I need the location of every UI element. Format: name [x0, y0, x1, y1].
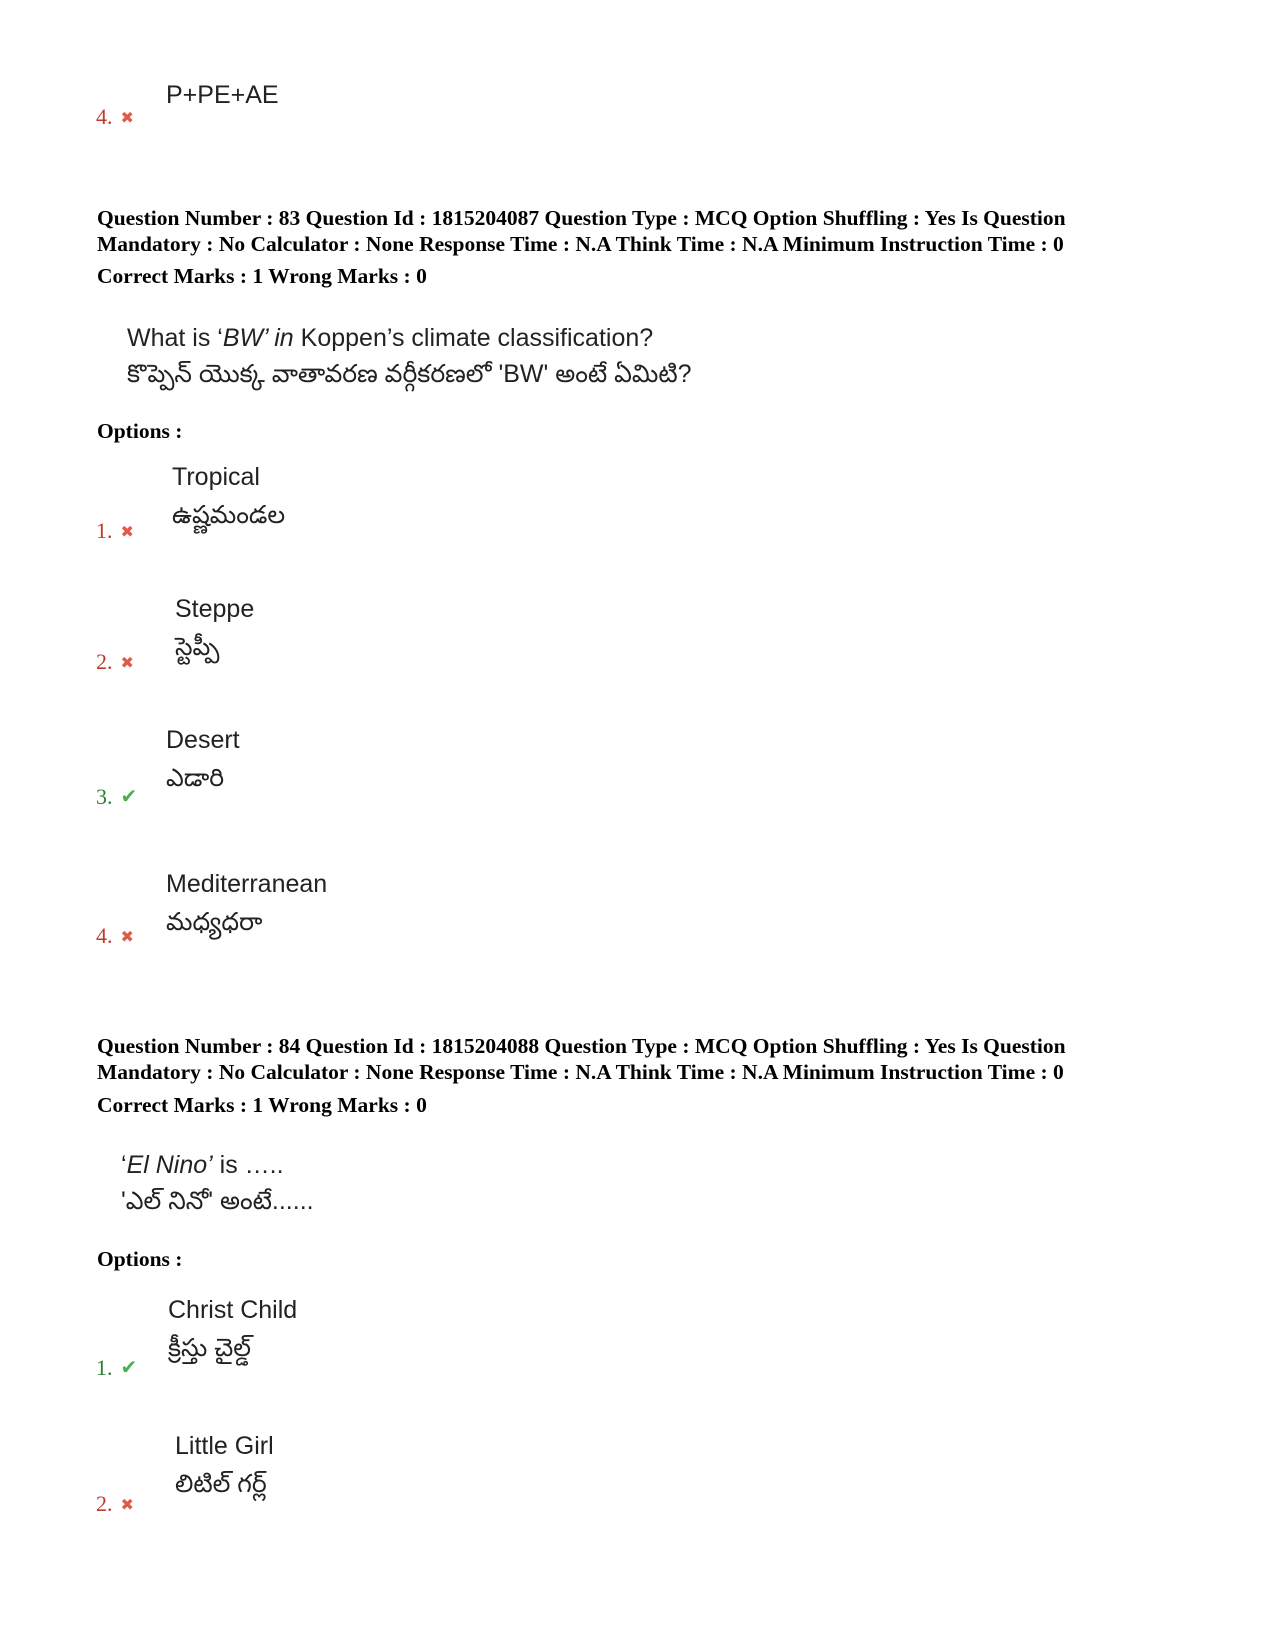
option-text-en: Christ Child — [168, 1296, 298, 1324]
option-text-en: Tropical — [172, 463, 260, 491]
options-label-83: Options : — [97, 419, 183, 443]
prev-option-4-number — [96, 104, 134, 130]
option-number: 2. — [96, 1491, 113, 1516]
option-text-te: ఎడారి — [166, 764, 225, 792]
prev-option-4-text: P+PE+AE — [166, 81, 279, 109]
option-text-te: మధ్యధరా — [166, 908, 263, 936]
cross-icon: ✖ — [120, 927, 134, 946]
meta-line-2: Mandatory : No Calculator : None Response Time : N.A Think Time : N.A Minimum Instruction Time : 0 — [97, 232, 1064, 256]
question-text-te: 'ఎల్ నినో' అంటే...... — [121, 1187, 314, 1215]
question-text-en: ‘El Nino’ is ….. — [121, 1151, 284, 1179]
option-text-te: క్రీస్తు చైల్డ్ — [168, 1334, 251, 1362]
question-text-te: కొప్పెన్ యొక్క వాతావరణ వర్గీకరణలో 'BW' అంటే ఏమిటి? — [127, 360, 692, 388]
question-84-marks: Correct Marks : 1 Wrong Marks : 0 — [97, 1093, 427, 1117]
options-label-84: Options : — [97, 1247, 183, 1271]
meta-line-2: Mandatory : No Calculator : None Response Time : N.A Think Time : N.A Minimum Instruction Time : 0 — [97, 1060, 1064, 1084]
q84-option-1-number — [96, 1355, 137, 1381]
check-icon: ✔ — [120, 1355, 138, 1379]
q84-option-2-text — [175, 1427, 274, 1503]
q83-option-3-number — [96, 784, 137, 810]
q83-option-4-text — [166, 865, 327, 941]
option-number: 2. — [96, 649, 113, 674]
question-83-text — [127, 320, 692, 392]
meta-line-1: Question Number : 84 Question Id : 1815204088 Question Type : MCQ Option Shuffling : Yes Is Question — [97, 1034, 1066, 1058]
question-84-text — [121, 1147, 314, 1219]
meta-line-1: Question Number : 83 Question Id : 1815204087 Question Type : MCQ Option Shuffling : Yes Is Question — [97, 206, 1066, 230]
option-number: 1. — [96, 518, 113, 543]
option-number: 4. — [96, 104, 113, 129]
option-number: 3. — [96, 784, 113, 809]
q83-option-3-text — [166, 721, 240, 797]
cross-icon: ✖ — [120, 653, 134, 672]
cross-icon: ✖ — [120, 108, 134, 127]
question-83-meta — [97, 205, 1217, 257]
option-text-en: Steppe — [175, 595, 255, 623]
option-text-en: Mediterranean — [166, 870, 328, 898]
q84-option-1-text — [168, 1291, 297, 1367]
q83-option-1-number — [96, 518, 134, 544]
option-text-te: లిటిల్ గర్ల్ — [175, 1470, 267, 1498]
cross-icon: ✖ — [120, 522, 134, 541]
check-icon: ✔ — [120, 784, 138, 808]
cross-icon: ✖ — [120, 1495, 134, 1514]
option-number: 1. — [96, 1355, 113, 1380]
q84-option-2-number — [96, 1491, 134, 1517]
option-text-en: Desert — [166, 726, 240, 754]
option-text-en: Little Girl — [175, 1432, 274, 1460]
q83-option-2-text — [175, 590, 254, 666]
option-number: 4. — [96, 923, 113, 948]
question-83-marks: Correct Marks : 1 Wrong Marks : 0 — [97, 264, 427, 288]
question-84-meta — [97, 1033, 1217, 1085]
option-text-te: ఉష్ణమండల — [172, 501, 286, 529]
q83-option-2-number — [96, 649, 134, 675]
q83-option-1-text — [172, 458, 285, 534]
question-text-en: What is ‘BW’ in Koppen’s climate classification? — [127, 324, 654, 352]
q83-option-4-number — [96, 923, 134, 949]
option-text-te: స్టెప్పీ — [175, 633, 220, 661]
